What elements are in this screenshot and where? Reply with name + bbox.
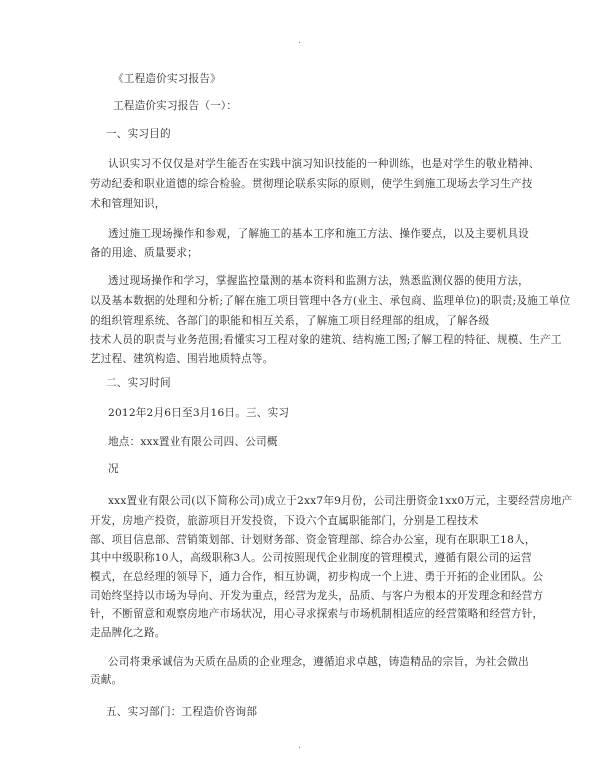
paragraph-1-line: 劳动纪委和职业道德的综合检验。贯彻理论联系实际的原则，使学生到施工现场去学习生产技: [90, 178, 533, 190]
company-paragraph-line: 走品牌化之路。: [90, 627, 166, 639]
company-philosophy-line: 公司将秉承诚信为天质在品质的企业理念，遵循追求卓越，铸造精品的宗旨，为社会做出: [108, 656, 529, 668]
paragraph-3-line: 技术人员的职责与业务范围;看懂实习工程对象的建筑、结构施工图;了解工程的特征、规模、生产工: [90, 334, 562, 346]
paragraph-2-line: 备的用途、质量要求；: [90, 247, 198, 259]
paragraph-2-line: 透过施工现场操作和参观，了解施工的基本工序和施工方法、操作要点，以及主要机具设: [108, 228, 529, 240]
document-title: 《工程造价实习报告》: [113, 73, 221, 85]
page-top-mark: .: [298, 36, 301, 46]
paragraph-3-line: 艺过程、建筑构造、围岩地质特点等。: [90, 353, 274, 365]
company-paragraph-line: 其中中级职称10人，高级职称3人。公司按照现代企业制度的管理模式，遵循有限公司的运营: [90, 552, 532, 564]
section-heading-department: 五、实习部门：工程造价咨询部: [106, 706, 258, 718]
company-philosophy-line: 贡献。: [90, 674, 123, 686]
section-heading-time: 二、实习时间: [106, 377, 171, 389]
location-line: 地点：xxx置业有限公司四、公司概: [108, 436, 278, 448]
company-paragraph-line: 部、项目信息部、营销策划部、计划财务部、资金管理部、综合办公室，现有在职职工18人，: [90, 534, 536, 546]
company-paragraph-line: 针，不断留意和观察房地产市场状况，用心寻求探索与市场机制相适应的经营策略和经营方针，: [90, 608, 544, 620]
section-heading-purpose: 一、实习目的: [106, 128, 171, 140]
internship-date-line: 2012年2月6日至3月16日。三、实习: [108, 407, 290, 419]
company-paragraph-line: xxx置业有限公司(以下简称公司)成立于2xx7年9月份，公司注册资金1xx0万元，主要经营房地产: [108, 495, 573, 507]
company-paragraph-line: 模式，在总经理的领导下，通力合作，相互协调，初步构成一个上进、勇于开拓的企业团队。公: [90, 571, 544, 583]
paragraph-3-line: 以及基本数据的处理和分析;了解在施工项目管理中各方(业主、承包商、监理单位)的职责;及施工单位: [90, 295, 571, 307]
company-paragraph-line: 司始终坚持以市场为导向、开发为重点，经营为龙头，品质、与客户为根本的开发理念和经营方: [90, 590, 544, 602]
document-subtitle: 工程造价实习报告（一）：: [113, 100, 238, 112]
location-line-continued: 况: [108, 463, 119, 475]
page-bottom-mark: .: [298, 741, 301, 751]
paragraph-1-line: 术和管理知识，: [90, 198, 166, 210]
paragraph-1-line: 认识实习不仅仅是对学生能否在实践中演习知识技能的一种训练，也是对学生的敬业精神、: [108, 158, 540, 170]
paragraph-3-line: 的组织管理系统、各部门的职能和相互关系，了解施工项目经理部的组成，了解各级: [90, 315, 490, 327]
company-paragraph-line: 开发，房地产投资，旅游项目开发投资，下设六个直属职能部门，分别是工程技术: [90, 515, 479, 527]
paragraph-3-line: 透过现场操作和学习，掌握监控量测的基本资料和监测方法，熟悉监测仪器的使用方法，: [108, 275, 529, 287]
